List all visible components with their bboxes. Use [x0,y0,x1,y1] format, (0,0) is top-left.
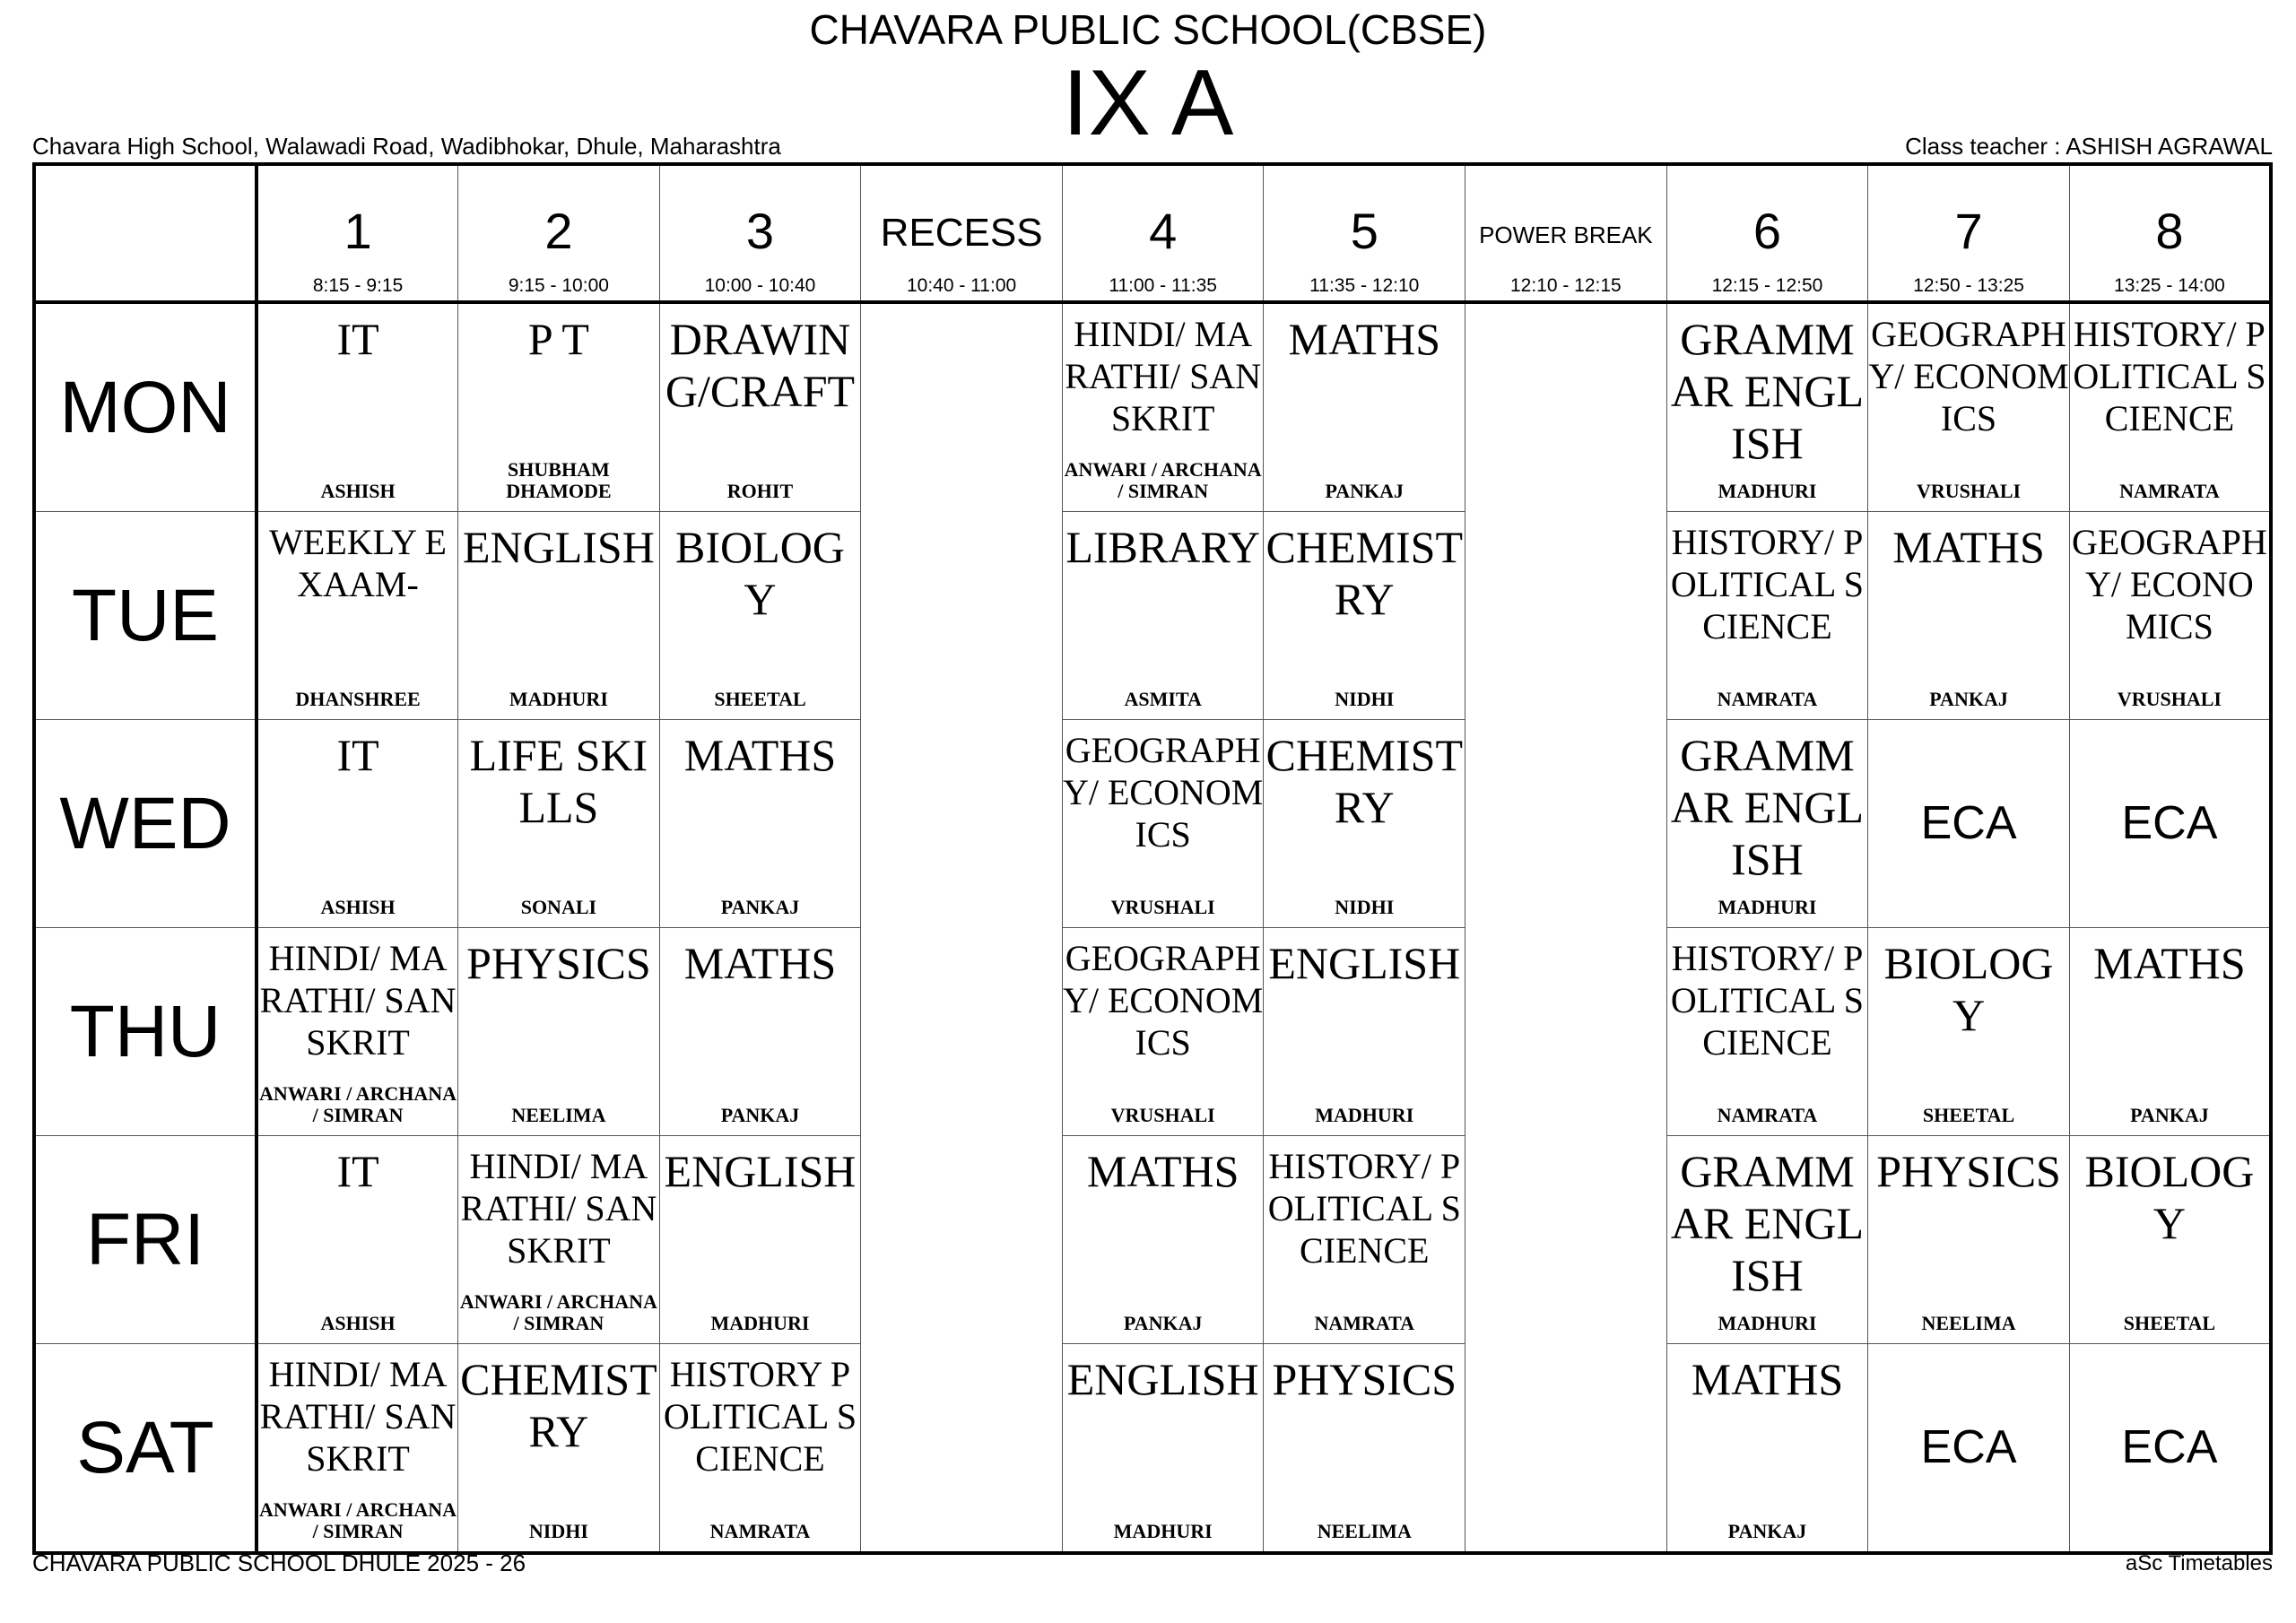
period-header [2069,164,2271,302]
teacher: VRUSHALI [1916,480,2022,502]
subject: PHYSICS [1876,1146,2061,1196]
subject: ECA [2121,797,2218,849]
lesson-cell [257,1136,458,1344]
subject: HINDI/ MARATHI/ SANSKRIT [259,1354,457,1479]
lesson-cell [1264,512,1465,720]
teacher: NEELIMA [1921,1312,2016,1334]
teacher: MADHURI [1718,1312,1817,1334]
teacher: SHEETAL [2123,1312,2216,1334]
lesson-cell [659,1344,861,1554]
lesson-cell [257,302,458,512]
lesson-cell [458,1344,660,1554]
day-row-tue [34,512,2271,720]
period-header [1868,164,2070,302]
teacher: SONALI [520,896,597,918]
day-label: SAT [34,1344,257,1554]
teacher: PANKAJ [2130,1104,2209,1126]
teacher: VRUSHALI [1110,896,1215,918]
lesson-cell [659,720,861,928]
lesson-cell [1062,302,1264,512]
lesson-cell [1666,512,1868,720]
corner-cell [34,164,257,302]
teacher: ANWARI / ARCHANA / SIMRAN [459,1290,657,1334]
subject: GEOGRAPHY/ ECONOMICS [1063,730,1264,855]
subject: GRAMMAR ENGLISH [1670,1146,1865,1300]
school-address: Chavara High School, Walawadi Road, Wadibhokar, Dhule, Maharashtra [32,133,781,160]
power-break-header [1465,164,1667,302]
lesson-cell [458,302,660,512]
teacher: ASHISH [320,896,396,918]
subject: ECA [1920,1421,2017,1473]
subject: GEOGRAPHY/ ECONOMICS [2072,522,2267,647]
lesson-cell [659,302,861,512]
teacher: NIDHI [528,1520,588,1542]
lesson-cell [1062,512,1264,720]
day-label: TUE [34,512,257,720]
lesson-cell [1264,302,1465,512]
teacher: ASHISH [320,1312,396,1334]
teacher: NEELIMA [511,1104,606,1126]
period-time: 11:00 - 11:35 [1109,275,1217,296]
lesson-cell [1264,1136,1465,1344]
period-time: 10:00 - 10:40 [704,275,816,296]
day-row-sat [34,1344,2271,1554]
teacher: MADHURI [1718,896,1817,918]
subject: IT [336,1146,379,1196]
subject: ENGLISH [462,522,655,572]
subject: PHYSICS [466,938,651,988]
subject: ECA [1920,797,2017,849]
lesson-cell [1666,1344,1868,1554]
period-number: 6 [1752,203,1782,259]
teacher: SHUBHAM DHAMODE [506,458,612,502]
teacher: SHEETAL [714,688,806,710]
period-header [659,164,861,302]
lesson-cell [1062,1344,1264,1554]
subject: BIOLOGY [1883,938,2054,1040]
teacher: NAMRATA [1717,688,1818,710]
subject: LIBRARY [1065,522,1261,572]
subject: GRAMMAR ENGLISH [1670,730,1865,884]
teacher: MADHURI [1113,1520,1213,1542]
teacher: MADHURI [509,688,608,710]
lesson-cell [659,512,861,720]
subject: HISTORY/ POLITICAL SCIENCE [1267,1146,1461,1271]
subject: ECA [2121,1421,2218,1473]
subject: ENGLISH [1268,938,1461,988]
teacher: PANKAJ [1929,688,2008,710]
lesson-cell [2069,512,2271,720]
subject: ENGLISH [664,1146,857,1196]
subject: WEEKLY EXAAM- [269,522,447,604]
lesson-cell [1666,720,1868,928]
period-time: 8:15 - 9:15 [312,275,404,296]
footer-credit: aSc Timetables [2125,1551,2273,1575]
period-header [458,164,660,302]
lesson-cell [257,512,458,720]
lesson-cell [1868,512,2070,720]
period-time: 11:35 - 12:10 [1309,275,1420,296]
lesson-cell [1868,928,2070,1136]
day-label: MON [34,302,257,512]
subject: HISTORY/ POLITICAL SCIENCE [2073,314,2266,438]
lesson-cell [1868,720,2070,928]
lesson-cell [1666,1136,1868,1344]
subject: MATHS [683,730,837,780]
lesson-cell [257,1344,458,1554]
subject: GEOGRAPHY/ ECONOMICS [1868,314,2069,438]
teacher: MADHURI [710,1312,810,1334]
subject: BIOLOGY [675,522,845,624]
lesson-cell [458,928,660,1136]
teacher: NEELIMA [1317,1520,1412,1542]
lesson-cell [659,1136,861,1344]
lesson-cell [458,720,660,928]
subject: HISTORY POLITICAL SCIENCE [663,1354,857,1479]
teacher: ANWARI / ARCHANA / SIMRAN [1064,458,1262,502]
lesson-cell [1868,302,2070,512]
teacher: NAMRATA [709,1520,811,1542]
teacher: PANKAJ [1727,1520,1807,1542]
lesson-cell [1666,302,1868,512]
lesson-cell [2069,720,2271,928]
teacher: NAMRATA [1717,1104,1818,1126]
period-time: 13:25 - 14:00 [2114,275,2225,296]
day-row-thu [34,928,2271,1136]
lesson-cell [1264,928,1465,1136]
recess-column [861,302,1063,1553]
period-number: 8 [2155,203,2184,259]
subject: HINDI/ MARATHI/ SANSKRIT [460,1146,657,1271]
period-header [1062,164,1264,302]
subject: HINDI/ MARATHI/ SANSKRIT [259,938,457,1063]
footer-school-year: CHAVARA PUBLIC SCHOOL DHULE 2025 - 26 [32,1549,526,1576]
teacher: VRUSHALI [2117,688,2222,710]
teacher: DHANSHREE [295,688,421,710]
lesson-cell [2069,302,2271,512]
period-number: 2 [544,203,573,259]
lesson-cell [1264,720,1465,928]
subject: GEOGRAPHY/ ECONOMICS [1063,938,1264,1063]
teacher: NIDHI [1335,688,1395,710]
day-label: WED [34,720,257,928]
lesson-cell [1264,1344,1465,1554]
period-time: 12:50 - 13:25 [1913,275,2024,296]
day-row-fri [34,1136,2271,1344]
subject: IT [336,730,379,780]
teacher: NIDHI [1335,896,1395,918]
lesson-cell [659,928,861,1136]
subject: MATHS [1288,314,1440,364]
teacher: SHEETAL [1922,1104,2015,1126]
lesson-cell [257,928,458,1136]
period-number: 1 [344,203,372,259]
subject: CHEMISTRY [1265,730,1463,832]
period-header [1264,164,1465,302]
subject: MATHS [1892,522,2045,572]
period-header [1666,164,1868,302]
subject: MATHS [2093,938,2246,988]
subject: PHYSICS [1272,1354,1457,1404]
period-number: 4 [1149,203,1178,259]
period-time: 12:10 - 12:15 [1509,275,1622,296]
day-label: THU [34,928,257,1136]
subject: MATHS [1691,1354,1844,1404]
subject: CHEMISTRY [460,1354,657,1456]
lesson-cell [1868,1344,2070,1554]
subject: MATHS [683,938,837,988]
subject: HISTORY/ POLITICAL SCIENCE [1670,522,1865,647]
teacher: PANKAJ [1123,1312,1203,1334]
school-title: CHAVARA PUBLIC SCHOOL(CBSE) [809,6,1487,53]
period-header [257,164,458,302]
teacher: ROHIT [726,480,794,502]
subject: IT [336,314,379,364]
power-break-label: POWER BREAK [1479,221,1653,248]
teacher: ASHISH [320,480,396,502]
teacher: ASMITA [1124,688,1202,710]
lesson-cell [458,512,660,720]
subject: HINDI/ MARATHI/ SANSKRIT [1065,314,1262,438]
subject: HISTORY/ POLITICAL SCIENCE [1670,938,1865,1063]
subject: DRAWING/CRAFT [665,314,856,416]
teacher: MADHURI [1315,1104,1414,1126]
lesson-cell [458,1136,660,1344]
subject: BIOLOGY [2084,1146,2255,1248]
teacher: PANKAJ [1325,480,1405,502]
lesson-cell [1868,1136,2070,1344]
teacher: NAMRATA [2119,480,2220,502]
recess-header [861,164,1063,302]
power-break-column [1465,302,1667,1553]
period-time: 9:15 - 10:00 [508,275,609,296]
lesson-cell [1666,928,1868,1136]
subject: MATHS [1086,1146,1239,1196]
period-number: 3 [745,203,775,259]
timetable [32,162,2273,1555]
lesson-cell [257,720,458,928]
period-number: 5 [1350,203,1378,259]
lesson-cell [2069,1344,2271,1554]
class-teacher: Class teacher : ASHISH AGRAWAL [1905,133,2273,160]
subject: GRAMMAR ENGLISH [1670,314,1865,468]
teacher: ANWARI / ARCHANA / SIMRAN [259,1498,457,1542]
teacher: PANKAJ [720,1104,800,1126]
lesson-cell [1062,720,1264,928]
day-label: FRI [34,1136,257,1344]
subject: P T [527,314,589,364]
day-row-wed [34,720,2271,928]
teacher: NAMRATA [1314,1312,1415,1334]
lesson-cell [2069,1136,2271,1344]
teacher: MADHURI [1718,480,1817,502]
lesson-cell [1062,1136,1264,1344]
period-time: 10:40 - 11:00 [906,275,1017,296]
recess-label: RECESS [880,211,1043,255]
lesson-cell [2069,928,2271,1136]
period-header-row [34,164,2271,302]
teacher: PANKAJ [720,896,800,918]
period-time: 12:15 - 12:50 [1711,275,1823,296]
subject: ENGLISH [1066,1354,1259,1404]
class-title: IX A [1062,51,1234,155]
subject: LIFE SKILLS [469,730,648,832]
lesson-cell [1062,928,1264,1136]
day-row-mon [34,302,2271,512]
teacher: ANWARI / ARCHANA / SIMRAN [259,1082,457,1126]
subject: CHEMISTRY [1265,522,1463,624]
period-number: 7 [1954,203,1983,259]
teacher: VRUSHALI [1110,1104,1215,1126]
